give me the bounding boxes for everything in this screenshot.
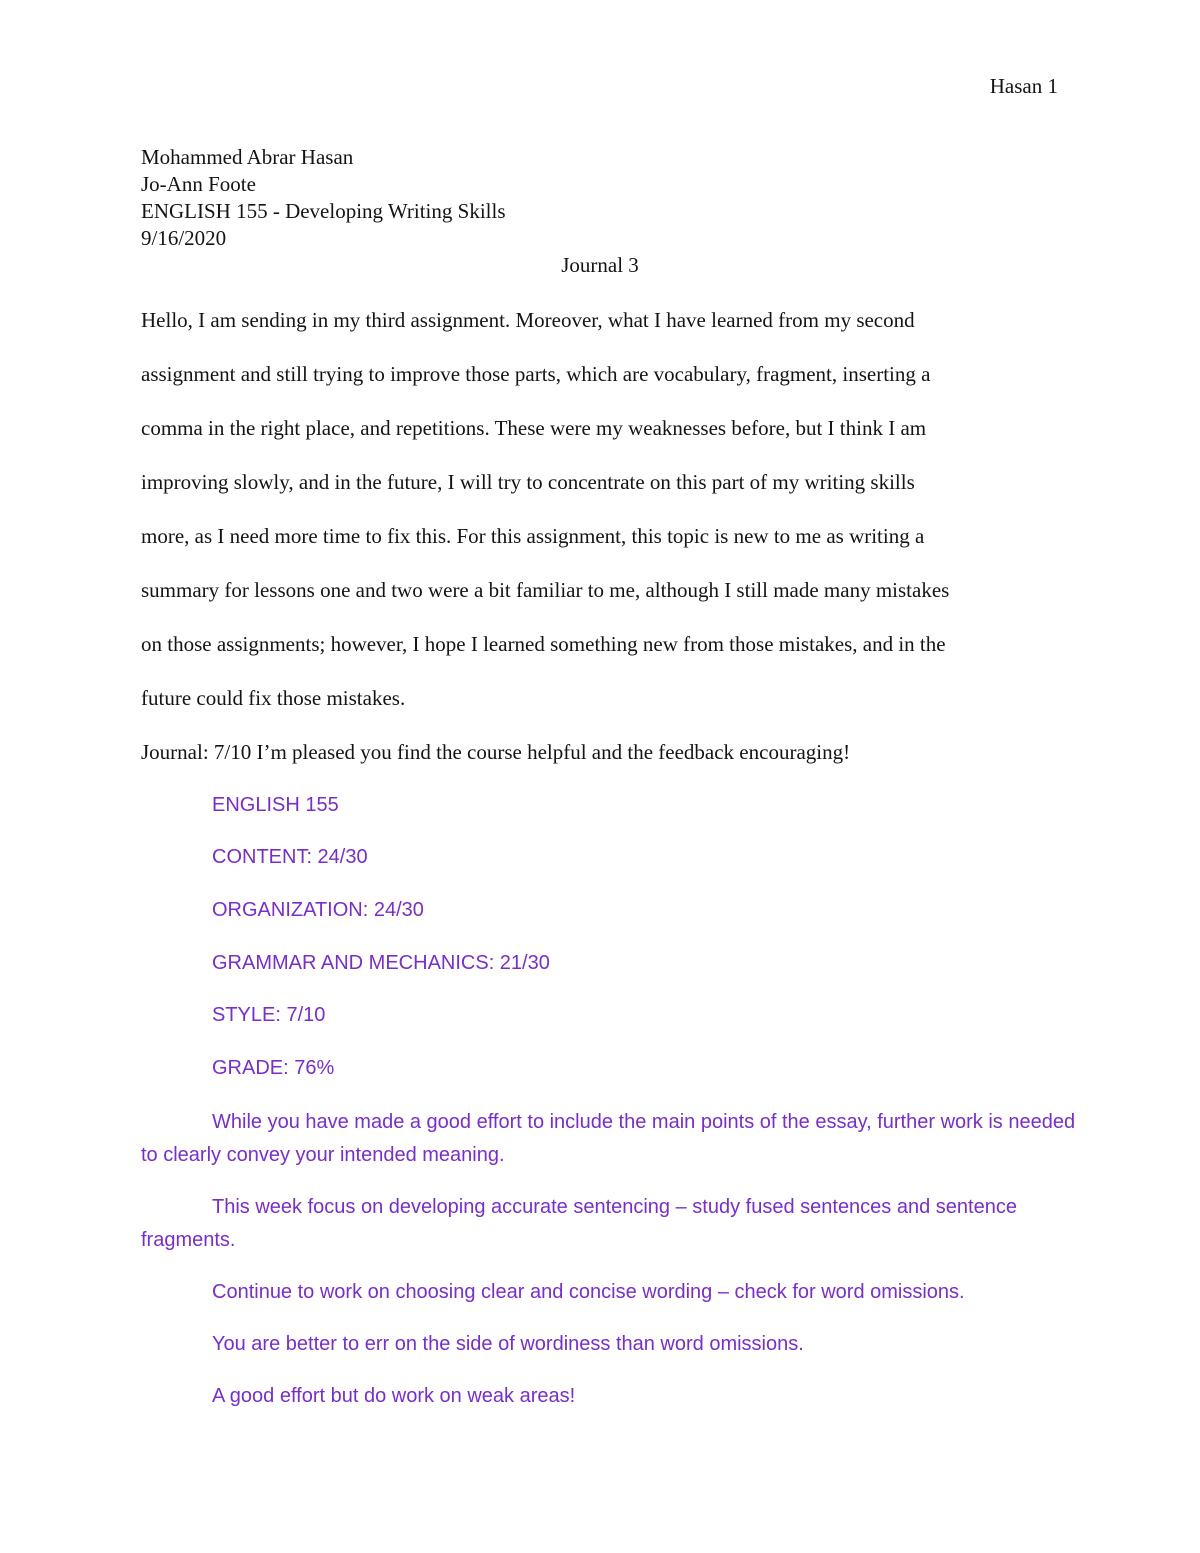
feedback-paragraph-2: This week focus on developing accurate sentencing – study fused sentences and sentence fragments. <box>141 1196 1017 1251</box>
document-title: Journal 3 <box>561 253 639 277</box>
grading-style: STYLE: 7/10 <box>212 1004 326 1026</box>
student-name: Mohammed Abrar Hasan <box>141 145 354 169</box>
course-name: ENGLISH 155 - Developing Writing Skills <box>141 199 506 223</box>
grading-grammar: GRAMMAR AND MECHANICS: 21/30 <box>212 952 550 974</box>
body-line: improving slowly, and in the future, I will try to concentrate on this part of my writing skills <box>141 470 915 494</box>
grading-content: CONTENT: 24/30 <box>212 846 368 868</box>
body-line: Hello, I am sending in my third assignment. Moreover, what I have learned from my second <box>141 308 915 332</box>
grading-organization: ORGANIZATION: 24/30 <box>212 899 424 921</box>
feedback-line-4: You are better to err on the side of wordiness than word omissions. <box>212 1333 804 1355</box>
page-header-number: Hasan 1 <box>989 74 1058 98</box>
body-line: future could fix those mistakes. <box>141 686 406 710</box>
journal-score-line: Journal: 7/10 I’m pleased you find the course helpful and the feedback encouraging! <box>141 740 851 764</box>
feedback-line-3: Continue to work on choosing clear and concise wording – check for word omissions. <box>212 1281 965 1303</box>
grading-course: ENGLISH 155 <box>212 794 339 816</box>
body-line: more, as I need more time to fix this. For this assignment, this topic is new to me as writing a <box>141 524 925 548</box>
feedback-line-5: A good effort but do work on weak areas! <box>212 1385 576 1407</box>
body-line: assignment and still trying to improve those parts, which are vocabulary, fragment, inserting a <box>141 362 931 386</box>
grading-grade: GRADE: 76% <box>212 1057 335 1079</box>
instructor-name: Jo-Ann Foote <box>141 172 256 196</box>
body-line: summary for lessons one and two were a bit familiar to me, although I still made many mistakes <box>141 578 950 602</box>
body-line: on those assignments; however, I hope I learned something new from those mistakes, and in the <box>141 632 946 656</box>
feedback-paragraph-1: While you have made a good effort to include the main points of the essay, further work is needed to clearly convey your intended meaning. <box>141 1111 1076 1166</box>
body-line: comma in the right place, and repetitions. These were my weaknesses before, but I think I am <box>141 416 927 440</box>
document-date: 9/16/2020 <box>141 226 227 250</box>
